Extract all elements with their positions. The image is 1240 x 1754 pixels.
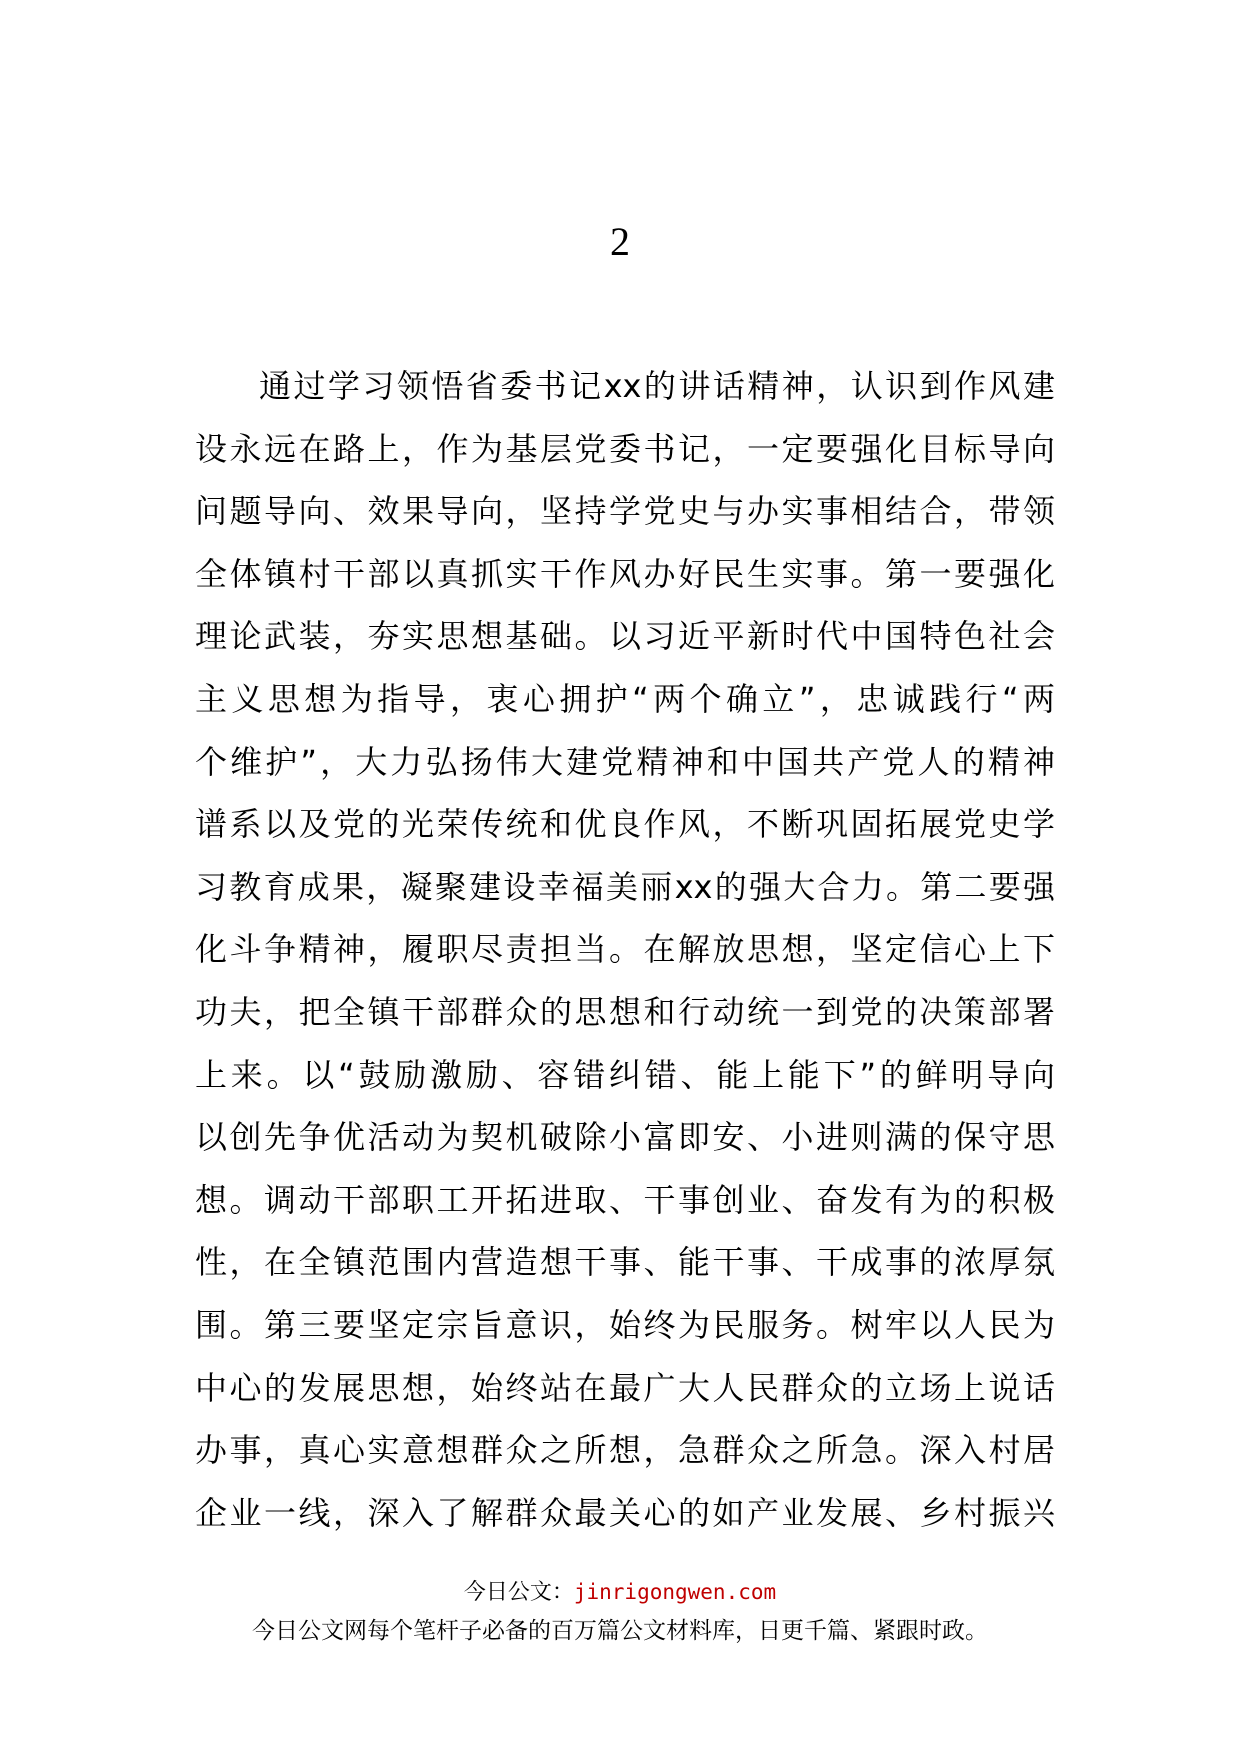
body-line: 谱系以及党的光荣传统和优良作风，不断巩固拓展党史学: [195, 805, 1055, 844]
body-line: 习教育成果，凝聚建设幸福美丽xx的强大合力。第二要强: [195, 867, 1055, 906]
footer-site-label: 今日公文：: [463, 1580, 574, 1605]
body-line: 主义思想为指导，衷心拥护“两个确立”，忠诚践行“两: [195, 679, 1055, 718]
body-line: 上来。以“鼓励激励、容错纠错、能上能下”的鲜明导向: [195, 1055, 1055, 1094]
body-line: 功夫，把全镇干部群众的思想和行动统一到党的决策部署: [195, 992, 1055, 1031]
body-line: 问题导向、效果导向，坚持学党史与办实事相结合，带领: [195, 492, 1055, 531]
body-line: 设永远在路上，作为基层党委书记，一定要强化目标导向: [195, 429, 1055, 468]
body-line: 通过学习领悟省委书记xx的讲话精神，认识到作风建: [259, 367, 1055, 405]
footer-site-line: [0, 1575, 1240, 1606]
body-line: 围。第三要坚定宗旨意识，始终为民服务。树牢以人民为: [195, 1305, 1055, 1344]
body-line: 理论武装，夯实思想基础。以习近平新时代中国特色社会: [195, 617, 1055, 656]
footer-site-link[interactable]: jinrigongwen.com: [573, 1580, 777, 1604]
body-line: 个维护”，大力弘扬伟大建党精神和中国共产党人的精神: [195, 742, 1055, 781]
body-text: [195, 355, 1055, 1544]
body-line: 想。调动干部职工开拓进取、干事创业、奋发有为的积极: [195, 1180, 1055, 1219]
body-line: 全体镇村干部以真抓实干作风办好民生实事。第一要强化: [195, 554, 1055, 593]
body-line: 性，在全镇范围内营造想干事、能干事、干成事的浓厚氛: [195, 1243, 1055, 1282]
footer-slogan: 今日公文网每个笔杆子必备的百万篇公文材料库，日更千篇、紧跟时政。: [252, 1618, 988, 1644]
body-line: 办事，真心实意想群众之所想，急群众之所急。深入村居: [195, 1431, 1055, 1470]
body-line: 以创先争优活动为契机破除小富即安、小进则满的保守思: [195, 1118, 1055, 1157]
page-number: 2: [610, 219, 630, 264]
body-line: 化斗争精神，履职尽责担当。在解放思想，坚定信心上下: [195, 930, 1055, 969]
body-line: 企业一线，深入了解群众最关心的如产业发展、乡村振兴: [195, 1493, 1055, 1532]
body-line: 中心的发展思想，始终站在最广大人民群众的立场上说话: [195, 1368, 1055, 1407]
